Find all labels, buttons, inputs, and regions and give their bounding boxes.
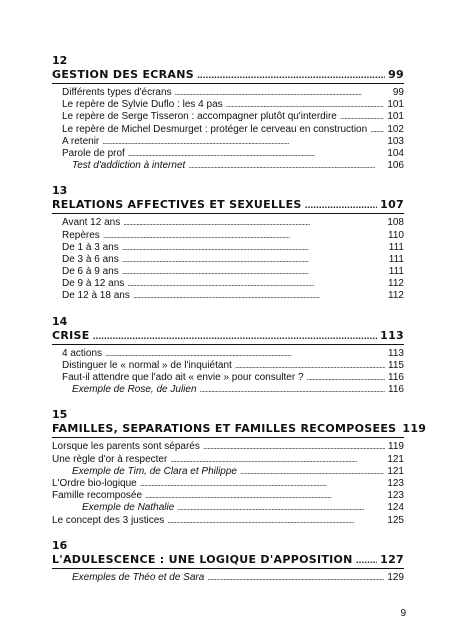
toc-entry[interactable] bbox=[52, 360, 404, 372]
entry-page: 121 bbox=[387, 453, 404, 465]
entry-label: Faut-il attendre que l'ado ait « envie » pour consulter ? bbox=[62, 372, 304, 383]
leader-dots bbox=[188, 160, 384, 172]
entry-label: Avant 12 ans bbox=[62, 217, 121, 229]
page-number: 9 bbox=[400, 608, 406, 619]
entry-label: Lorsque les parents sont séparés bbox=[52, 441, 200, 453]
toc-entry[interactable] bbox=[52, 348, 404, 360]
entry-label: Exemple de Tim, de Clara et Philippe bbox=[72, 465, 237, 477]
entry-label: Distinguer le « normal » de l'inquiétant bbox=[62, 359, 232, 371]
table-of-contents bbox=[52, 54, 427, 584]
leader-dots bbox=[103, 230, 385, 242]
leader-dots bbox=[370, 124, 384, 136]
toc-example-entry[interactable] bbox=[52, 160, 404, 172]
chapter-section bbox=[52, 315, 404, 397]
leader-dots bbox=[240, 466, 384, 478]
chapter-number: 12 bbox=[52, 54, 68, 67]
entry-label: Le repère de Sylvie Duflo : les 4 pas bbox=[62, 99, 223, 111]
heading-underline bbox=[52, 213, 404, 214]
chapter-page: 113 bbox=[380, 328, 404, 342]
leader-dots bbox=[307, 372, 386, 384]
leader-dots bbox=[93, 330, 378, 344]
entry-label: Une règle d'or à respecter bbox=[52, 453, 168, 465]
toc-entry[interactable] bbox=[52, 242, 404, 254]
toc-entry[interactable] bbox=[52, 478, 404, 490]
entry-page: 108 bbox=[387, 217, 404, 229]
toc-entry[interactable] bbox=[52, 490, 404, 502]
entry-page: 112 bbox=[388, 278, 404, 290]
entry-page: 112 bbox=[388, 290, 404, 302]
leader-dots bbox=[340, 111, 384, 123]
entry-page: 129 bbox=[387, 571, 404, 583]
chapter-heading[interactable] bbox=[52, 198, 404, 212]
chapter-number: 13 bbox=[52, 184, 68, 198]
chapter-heading[interactable] bbox=[52, 68, 404, 82]
entry-page: 123 bbox=[387, 490, 404, 502]
leader-dots bbox=[177, 502, 384, 514]
toc-example-entry[interactable] bbox=[52, 572, 404, 584]
leader-dots bbox=[356, 554, 377, 568]
leader-dots bbox=[123, 217, 384, 229]
heading-underline bbox=[52, 344, 404, 345]
entry-label: A retenir bbox=[62, 135, 100, 147]
entry-page: 106 bbox=[387, 160, 404, 172]
entry-page: 110 bbox=[388, 229, 404, 241]
leader-dots bbox=[170, 454, 384, 466]
heading-underline bbox=[52, 437, 404, 438]
toc-example-entry[interactable] bbox=[52, 384, 404, 396]
chapter-heading[interactable] bbox=[52, 422, 427, 436]
chapter-section bbox=[52, 184, 404, 302]
entry-page: 111 bbox=[388, 266, 404, 278]
entry-label: Exemple de Rose, de Julien bbox=[72, 384, 197, 396]
leader-dots bbox=[197, 69, 385, 83]
chapter-number: 14 bbox=[52, 314, 68, 328]
entry-page: 113 bbox=[388, 347, 404, 359]
toc-example-entry[interactable] bbox=[52, 502, 404, 514]
toc-entry[interactable] bbox=[52, 266, 404, 278]
chapter-title: RELATIONS AFFECTIVES ET SEXUELLES bbox=[52, 198, 302, 212]
entry-page: 101 bbox=[387, 99, 404, 111]
entry-page: 116 bbox=[388, 384, 404, 396]
leader-dots bbox=[140, 478, 385, 490]
entry-page: 125 bbox=[387, 514, 404, 526]
leader-dots bbox=[122, 242, 386, 254]
leader-dots bbox=[128, 148, 384, 160]
entry-label: De 1 à 3 ans bbox=[62, 241, 119, 253]
leader-dots bbox=[145, 490, 384, 502]
toc-entry[interactable] bbox=[52, 87, 404, 99]
entry-page: 119 bbox=[388, 441, 404, 453]
entry-page: 99 bbox=[392, 87, 404, 98]
chapter-title: CRISE bbox=[52, 328, 90, 342]
chapter-title: FAMILLES, SEPARATIONS ET FAMILLES RECOMPOSEES bbox=[52, 422, 397, 436]
toc-entry[interactable] bbox=[52, 111, 404, 123]
entry-label: Parole de prof bbox=[62, 147, 125, 159]
entry-label: De 12 à 18 ans bbox=[62, 290, 130, 302]
toc-entry[interactable] bbox=[52, 254, 404, 266]
chapter-page: 99 bbox=[388, 68, 404, 81]
entry-page: 111 bbox=[388, 253, 404, 265]
toc-entry[interactable] bbox=[52, 136, 404, 148]
entry-label: Famille recomposée bbox=[52, 490, 143, 502]
leader-dots bbox=[127, 278, 385, 290]
chapter-page: 127 bbox=[380, 552, 404, 566]
toc-entry[interactable] bbox=[52, 99, 404, 111]
leader-dots bbox=[102, 136, 384, 148]
entry-label: Différents types d'écrans bbox=[62, 87, 172, 98]
entry-page: 101 bbox=[387, 111, 404, 123]
toc-entry[interactable] bbox=[52, 372, 404, 384]
leader-dots bbox=[122, 254, 386, 266]
entry-label: Le repère de Michel Desmurget : protéger le cerveau en construction bbox=[62, 123, 368, 135]
toc-entry[interactable] bbox=[52, 124, 404, 136]
chapter-title: L'ADULESCENCE : UNE LOGIQUE D'APPOSITION bbox=[52, 552, 353, 566]
entry-label: Le repère de Serge Tisseron : accompagner plutôt qu'interdire bbox=[62, 111, 337, 123]
entry-label: Repères bbox=[62, 229, 100, 241]
entry-page: 115 bbox=[388, 359, 404, 371]
leader-dots bbox=[305, 199, 377, 213]
entry-label: De 3 à 6 ans bbox=[62, 253, 119, 265]
entry-label: L'Ordre bio-logique bbox=[52, 477, 137, 489]
leader-dots bbox=[207, 572, 384, 584]
toc-entry[interactable] bbox=[52, 454, 404, 466]
toc-entry[interactable] bbox=[52, 441, 404, 453]
entry-label: Exemples de Théo et de Sara bbox=[72, 571, 205, 583]
heading-underline bbox=[52, 568, 404, 569]
leader-dots bbox=[175, 87, 390, 99]
chapter-heading[interactable] bbox=[52, 329, 404, 343]
entry-page: 103 bbox=[387, 135, 404, 147]
chapter-page: 119 bbox=[402, 422, 427, 436]
entry-label: Test d'addiction à internet bbox=[72, 160, 186, 172]
leader-dots bbox=[235, 360, 385, 372]
entry-label: Le concept des 3 justices bbox=[52, 514, 165, 526]
toc-entry[interactable] bbox=[52, 278, 404, 290]
chapter-page: 107 bbox=[380, 198, 404, 212]
entry-label: De 6 à 9 ans bbox=[62, 266, 119, 278]
entry-page: 111 bbox=[388, 241, 404, 253]
entry-page: 121 bbox=[387, 465, 404, 477]
toc-entry[interactable] bbox=[52, 515, 404, 527]
heading-underline bbox=[52, 83, 404, 84]
leader-dots bbox=[200, 384, 386, 396]
entry-label: Exemple de Nathalie bbox=[82, 502, 175, 514]
chapter-heading[interactable] bbox=[52, 553, 404, 567]
chapter-title: GESTION DES ECRANS bbox=[52, 68, 194, 81]
chapter-section bbox=[52, 539, 404, 584]
toc-entry[interactable] bbox=[52, 230, 404, 242]
entry-page: 102 bbox=[387, 123, 404, 135]
leader-dots bbox=[226, 99, 385, 111]
leader-dots bbox=[122, 266, 386, 278]
entry-label: De 9 à 12 ans bbox=[62, 278, 125, 290]
entry-page: 124 bbox=[387, 502, 404, 514]
leader-dots bbox=[133, 290, 385, 302]
entry-page: 116 bbox=[388, 372, 404, 383]
chapter-number: 15 bbox=[52, 408, 68, 422]
chapter-number: 16 bbox=[52, 538, 68, 552]
toc-entry[interactable] bbox=[52, 148, 404, 160]
chapter-section bbox=[52, 408, 427, 526]
leader-dots bbox=[203, 441, 385, 453]
toc-entry[interactable] bbox=[52, 217, 404, 229]
entry-page: 123 bbox=[387, 477, 404, 489]
chapter-section bbox=[52, 54, 404, 172]
leader-dots bbox=[105, 348, 385, 360]
toc-example-entry[interactable] bbox=[52, 466, 404, 478]
leader-dots bbox=[167, 515, 384, 527]
entry-page: 104 bbox=[387, 147, 404, 159]
entry-label: 4 actions bbox=[62, 347, 103, 359]
toc-entry[interactable] bbox=[52, 290, 404, 302]
